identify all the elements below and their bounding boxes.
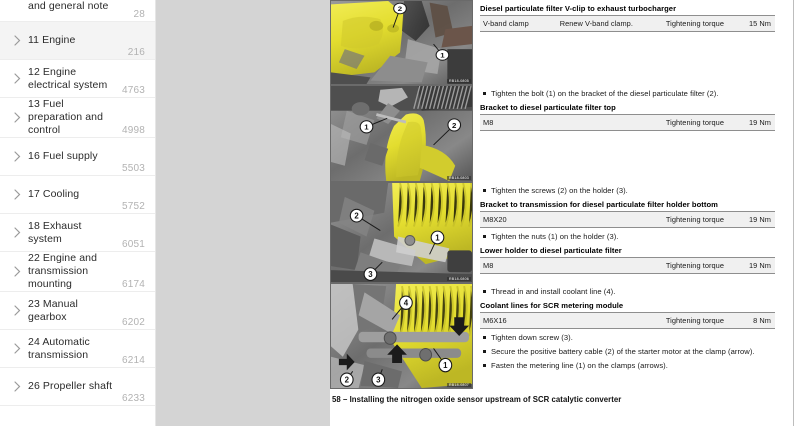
sidebar-item-label: 16 Fuel supply <box>28 150 98 162</box>
table-cell-c2 <box>557 212 663 228</box>
figure-text-column <box>473 182 775 276</box>
svg-text:4: 4 <box>403 298 409 308</box>
instruction-bullet: Tighten the screws (2) on the holder (3). <box>480 185 775 196</box>
sidebar-item-label: 18 Exhaust system <box>28 219 82 245</box>
table-cell-c3: Tightening torque <box>663 16 734 32</box>
table-cell-c3: Tightening torque <box>663 115 734 131</box>
table-cell-c1: M8X20 <box>480 212 557 228</box>
svg-text:3: 3 <box>376 375 381 385</box>
chevron-right-icon[interactable] <box>6 189 28 200</box>
figure-reference-code: RB18-0806 <box>449 277 469 281</box>
sidebar-item-count: 5503 <box>121 163 145 174</box>
document-content <box>330 0 793 426</box>
sidebar-item-24-automatic-transmission[interactable] <box>0 330 155 368</box>
sidebar-item-label: 12 Engine electrical system <box>28 65 108 91</box>
figure-text-column <box>473 283 775 374</box>
chevron-right-icon[interactable] <box>6 35 28 46</box>
sidebar-item-label: 13 Fuel preparation and control <box>28 98 104 136</box>
torque-table <box>480 312 775 329</box>
instruction-bullet: Tighten the bolt (1) on the bracket of the diesel particulate filter (2). <box>480 88 775 99</box>
figure-image <box>330 283 473 389</box>
table-cell-c2 <box>557 313 663 329</box>
document-page <box>330 0 794 426</box>
figure-image <box>330 182 473 283</box>
torque-table-title: Bracket to transmission for diesel particulate filter holder bottom <box>480 200 718 209</box>
chevron-right-icon[interactable] <box>6 73 28 84</box>
document-block <box>330 85 775 182</box>
figure-text-column <box>473 0 775 34</box>
sidebar-item-label: and general note <box>28 0 109 12</box>
figure-text-column <box>473 85 775 133</box>
torque-table-title: Bracket to diesel particulate filter top <box>480 103 616 112</box>
svg-text:3: 3 <box>368 269 373 279</box>
sidebar-navigation[interactable] <box>0 0 156 426</box>
instruction-bullet: Thread in and install coolant line (4). <box>480 286 775 297</box>
sidebar-item-count: 6202 <box>121 317 145 328</box>
sidebar-item-16-fuel-supply[interactable] <box>0 138 155 176</box>
figure-image <box>330 0 473 85</box>
table-cell-c4: 19 Nm <box>734 212 775 228</box>
table-cell-c4: 19 Nm <box>734 115 775 131</box>
sidebar-item-26-propeller-shaft[interactable] <box>0 368 155 406</box>
sidebar-item-count: 216 <box>127 47 145 58</box>
table-cell-c4: 8 Nm <box>734 313 775 329</box>
instruction-bullet: Fasten the metering line (1) on the clamps (arrows). <box>480 360 775 371</box>
table-cell-c3: Tightening torque <box>663 258 734 274</box>
svg-text:2: 2 <box>397 4 403 13</box>
viewer-gutter <box>156 0 330 426</box>
sidebar-item-label: 26 Propeller shaft <box>28 380 113 392</box>
page-caption: 58 – Installing the nitrogen oxide sensor upstream of SCR catalytic converter <box>332 395 622 404</box>
torque-table <box>480 211 775 228</box>
torque-table-title: Lower holder to diesel particulate filter <box>480 246 622 255</box>
svg-text:1: 1 <box>443 360 448 371</box>
svg-text:1: 1 <box>364 122 369 132</box>
table-cell-c2 <box>557 258 663 274</box>
sidebar-item-label: 24 Automatic transmission <box>28 335 90 361</box>
figure-reference-code: RB18-0803 <box>449 176 469 180</box>
table-cell-c1: V-band clamp <box>480 16 557 32</box>
chevron-right-icon[interactable] <box>6 112 28 123</box>
document-block <box>330 182 775 283</box>
sidebar-item-label: 11 Engine <box>28 34 76 46</box>
sidebar-item-13-fuel-preparation-and-control[interactable] <box>0 98 155 138</box>
sidebar-item-label: 17 Cooling <box>28 188 80 200</box>
instruction-bullet: Tighten down screw (3). <box>480 332 775 343</box>
instruction-bullet: Tighten the nuts (1) on the holder (3). <box>480 231 775 242</box>
sidebar-item-count: 6174 <box>121 279 145 290</box>
sidebar-item-23-manual-gearbox[interactable] <box>0 292 155 330</box>
table-cell-c2 <box>557 115 663 131</box>
sidebar-item-22-engine-and-transmission-mounting[interactable] <box>0 252 155 292</box>
chevron-right-icon[interactable] <box>6 227 28 238</box>
table-row <box>480 258 775 274</box>
table-row <box>480 313 775 329</box>
svg-text:1: 1 <box>440 51 445 60</box>
figure-image <box>330 85 473 182</box>
svg-text:2: 2 <box>354 211 359 221</box>
figure-reference-code: RB18-0807 <box>449 383 469 387</box>
sidebar-item-17-cooling[interactable] <box>0 176 155 214</box>
chevron-right-icon[interactable] <box>6 381 28 392</box>
svg-text:1: 1 <box>435 233 440 243</box>
sidebar-item-count: 5752 <box>121 201 145 212</box>
instruction-bullet: Secure the positive battery cable (2) of the starter motor at the clamp (arrow). <box>480 346 775 357</box>
sidebar-item-count: 28 <box>133 9 145 20</box>
table-cell-c2: Renew V-band clamp. <box>557 16 663 32</box>
table-cell-c4: 15 Nm <box>734 16 775 32</box>
sidebar-item-11-engine[interactable] <box>0 22 155 60</box>
torque-table <box>480 257 775 274</box>
svg-text:2: 2 <box>344 375 349 385</box>
figure-reference-code: RB18-0805 <box>449 79 469 83</box>
torque-table-title: Coolant lines for SCR metering module <box>480 301 624 310</box>
sidebar-item-and-general-note[interactable] <box>0 0 155 22</box>
table-cell-c1: M6X16 <box>480 313 557 329</box>
table-cell-c1: M8 <box>480 115 557 131</box>
chevron-right-icon[interactable] <box>6 266 28 277</box>
chevron-right-icon[interactable] <box>6 343 28 354</box>
sidebar-item-18-exhaust-system[interactable] <box>0 214 155 252</box>
sidebar-item-label: 22 Engine and transmission mounting <box>28 252 98 290</box>
torque-table <box>480 15 775 32</box>
sidebar-item-12-engine-electrical-system[interactable] <box>0 60 155 98</box>
table-cell-c3: Tightening torque <box>663 313 734 329</box>
sidebar-item-count: 6051 <box>121 239 145 250</box>
table-cell-c4: 19 Nm <box>734 258 775 274</box>
sidebar-item-label: 23 Manual gearbox <box>28 297 78 323</box>
table-row <box>480 16 775 32</box>
table-cell-c3: Tightening torque <box>663 212 734 228</box>
table-row <box>480 115 775 131</box>
sidebar-item-count: 4998 <box>121 125 145 136</box>
document-block <box>330 0 775 85</box>
torque-table-title: Diesel particulate filter V-clip to exhaust turbocharger <box>480 4 677 13</box>
document-block <box>330 283 775 389</box>
chevron-right-icon[interactable] <box>6 305 28 316</box>
sidebar-item-count: 6233 <box>121 393 145 404</box>
sidebar-item-count: 4763 <box>121 85 145 96</box>
torque-table <box>480 114 775 131</box>
chevron-right-icon[interactable] <box>6 151 28 162</box>
table-cell-c1: M8 <box>480 258 557 274</box>
svg-text:2: 2 <box>452 120 457 130</box>
sidebar-item-count: 6214 <box>121 355 145 366</box>
table-row <box>480 212 775 228</box>
